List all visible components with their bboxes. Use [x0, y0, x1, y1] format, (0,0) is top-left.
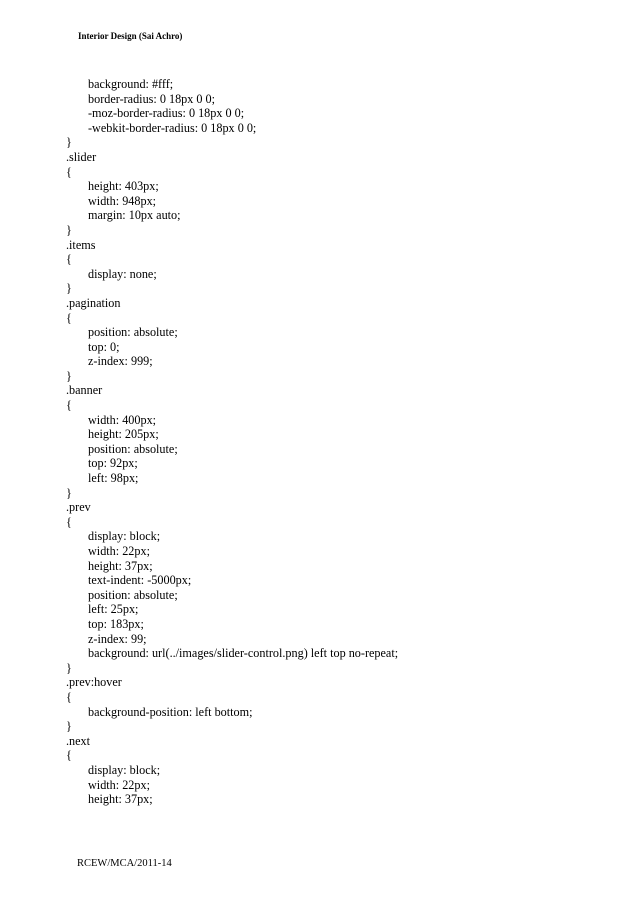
code-line: top: 92px; — [88, 456, 138, 471]
code-line: -webkit-border-radius: 0 18px 0 0; — [88, 120, 257, 135]
code-line: .prev:hover — [66, 675, 122, 690]
code-line: } — [66, 222, 72, 237]
code-line: margin: 10px auto; — [88, 208, 181, 223]
code-line: } — [66, 660, 72, 675]
code-line: top: 0; — [88, 339, 120, 354]
code-line: -moz-border-radius: 0 18px 0 0; — [88, 106, 245, 121]
page-footer: RCEW/MCA/2011-14 — [77, 858, 172, 869]
code-line: display: block; — [88, 762, 161, 777]
code-line: border-radius: 0 18px 0 0; — [88, 91, 216, 106]
code-line: { — [66, 514, 72, 529]
code-line: .prev — [66, 500, 91, 515]
code-line: text-indent: -5000px; — [88, 573, 192, 588]
code-line: z-index: 999; — [88, 354, 153, 369]
code-line: z-index: 99; — [88, 631, 147, 646]
code-line: .pagination — [66, 295, 121, 310]
code-line: } — [66, 485, 72, 500]
code-line: background: url(../images/slider-control.png) left top no-repeat; — [88, 646, 399, 661]
code-line: .slider — [66, 149, 97, 164]
code-line: top: 183px; — [88, 616, 144, 631]
code-line: position: absolute; — [88, 441, 178, 456]
code-line: } — [66, 281, 72, 296]
code-line: left: 98px; — [88, 471, 139, 486]
code-line: position: absolute; — [88, 587, 178, 602]
code-line: } — [66, 368, 72, 383]
code-line: height: 37px; — [88, 792, 153, 807]
code-line: width: 22px; — [88, 777, 150, 792]
code-line: { — [66, 748, 72, 763]
code-line: { — [66, 164, 72, 179]
code-line: display: block; — [88, 529, 161, 544]
code-line: { — [66, 398, 72, 413]
code-line: width: 22px; — [88, 544, 150, 558]
code-line: .next — [66, 733, 91, 748]
code-line: background-position: left bottom; — [88, 704, 253, 719]
code-line: } — [66, 135, 72, 150]
code-line: .banner — [66, 383, 103, 398]
code-line: display: none; — [88, 266, 157, 281]
code-line: height: 37px; — [88, 558, 153, 573]
code-line: height: 205px; — [88, 427, 159, 442]
code-line: left: 25px; — [88, 602, 139, 617]
code-line: { — [66, 310, 72, 325]
code-line: } — [66, 719, 72, 734]
page-header-title: Interior Design (Sai Achro) — [78, 31, 183, 41]
code-line: .items — [66, 237, 96, 252]
css-code-block — [66, 77, 398, 807]
code-line: width: 948px; — [88, 193, 157, 208]
code-line: height: 403px; — [88, 179, 159, 194]
code-line: width: 400px; — [88, 412, 157, 427]
code-line: position: absolute; — [88, 325, 178, 340]
code-line: background: #fff; — [88, 77, 174, 91]
code-line: { — [66, 252, 72, 267]
code-line: { — [66, 689, 72, 704]
